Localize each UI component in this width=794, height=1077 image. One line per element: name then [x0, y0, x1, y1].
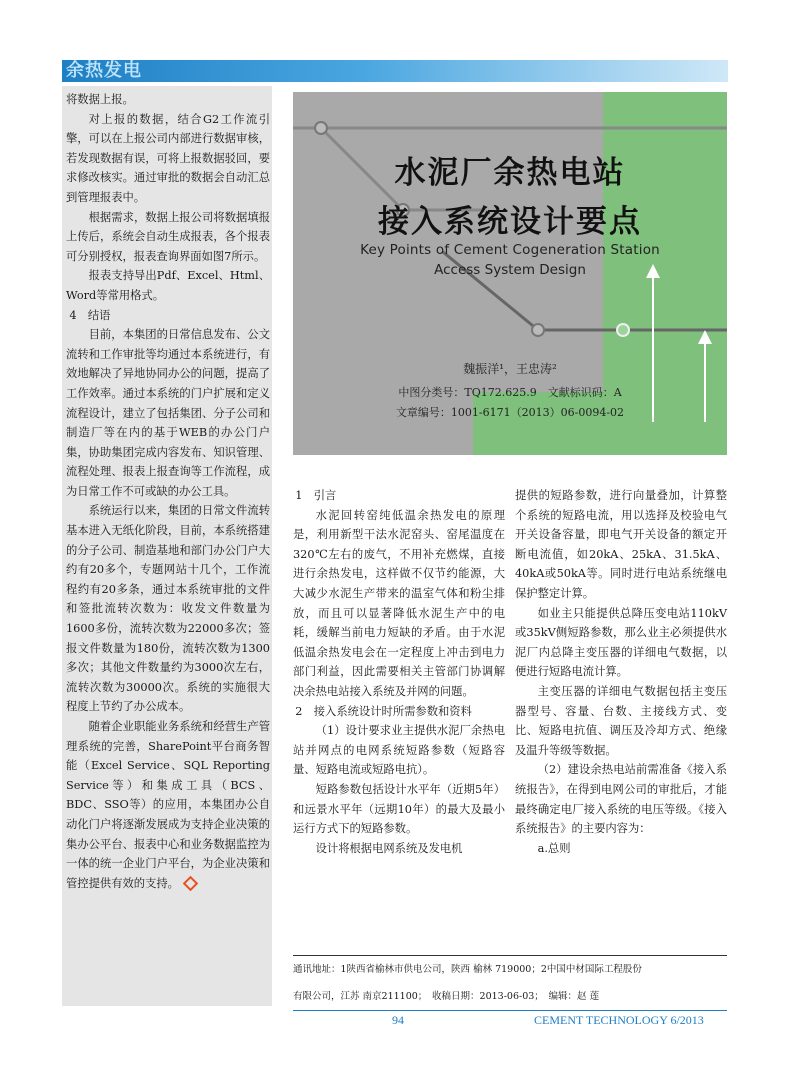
- circuit-node: [617, 324, 629, 336]
- paragraph-text: 2 接入系统设计时所需参数和资料: [295, 704, 472, 718]
- paragraph-text: 对上报的数据，结合G2工作流引擎，可以在上报公司内部进行数据审核，若发现数据有误，可将上报数据驳回，要求修改核实。通过审批的数据会自动汇总到管理报表中。: [66, 112, 270, 204]
- paragraph-text: 主变压器的详细电气数据包括主变压器型号、容量、台数、主接线方式、变比、短路电抗值、调压及冷却方式、绝缘及温升等级等数据。: [515, 684, 727, 757]
- paragraph: [515, 682, 727, 760]
- paragraph-text: 4 结语: [69, 308, 111, 322]
- english-title-line2: Access System Design: [434, 262, 586, 278]
- paragraph-text: 报表支持导出Pdf、Excel、Html、Word等常用格式。: [66, 269, 270, 302]
- middle-column: [293, 486, 505, 858]
- green-panel-bottom: [473, 392, 727, 455]
- paragraph-text: 设计将根据电网系统及发电机: [315, 841, 463, 855]
- paragraph: [66, 325, 270, 501]
- paragraph: [515, 486, 727, 604]
- paragraph: [515, 760, 727, 838]
- paragraph: [66, 110, 270, 208]
- authors: 魏振洋¹，王忠涛²: [463, 362, 557, 376]
- circuit-node: [532, 324, 544, 336]
- paragraph: [515, 604, 727, 682]
- footnote-divider: [293, 955, 727, 956]
- article-title-line2: 接入系统设计要点: [378, 204, 642, 240]
- left-column: [62, 86, 272, 1006]
- section-heading: [293, 486, 505, 506]
- paragraph: [66, 266, 270, 305]
- section-heading: [66, 306, 270, 326]
- end-mark-icon: [183, 876, 199, 892]
- footnote-line1: 通讯地址：1陕西省榆林市供电公司，陕西 榆林 719000；2中国中材国际工程股份: [293, 964, 642, 975]
- paragraph-text: （2）建设余热电站前需准备《接入系统报告》，在得到电网公司的审批后，才能最终确定电厂接入系统的电压等级。《接入系统报告》的主要内容为：: [515, 763, 727, 836]
- journal-name: CEMENT TECHNOLOGY 6/2013: [534, 1013, 704, 1027]
- english-title-line1: Key Points of Cement Cogeneration Station: [360, 242, 660, 258]
- paragraph-text: 短路参数包括设计水平年（近期5年）和远景水平年（远期10年）的最大及最小运行方式下的短路参数。: [293, 782, 505, 836]
- paragraph: [293, 839, 505, 859]
- right-column: [515, 486, 727, 858]
- paragraph: [515, 839, 727, 859]
- footnote-line2: 有限公司，江苏 南京211100； 收稿日期：2013-06-03； 编辑：赵 莲: [293, 991, 600, 1002]
- paragraph: [293, 721, 505, 780]
- paragraph: [66, 90, 270, 110]
- classification-number: 中图分类号：TQ172.625.9 文献标识码：A: [398, 386, 622, 399]
- paragraph-text: 水泥回转窑纯低温余热发电的原理是，利用新型干法水泥窑头、窑尾温度在320℃左右的废气，不用补充燃煤，直接进行余热发电，这样做不仅节约能源，大大减少水泥生产带来的温室气体和粉尘排放，而且可以显著降低水泥生产中的电耗，缓解当前电力短缺的矛盾。由于水泥低温余热发电会在一定程度上冲击到电力部门利益，因此需要相关主管部门协调解决余热电站接入系统及并网的问题。: [293, 508, 505, 698]
- paragraph: [66, 501, 270, 717]
- paragraph-text: 随着企业职能业务系统和经营生产管理系统的完善，SharePoint平台商务智能（Excel Service、SQL Reporting Service等）和集成工具（BCS、BDC、SSO等）的应用，本集团办公自动化门户将逐渐发展成为支持企业决策的集办公平台、报表中心和业务数据监控为一体的统一企业门户平台，为企业决策和管控提供有效的支持。: [66, 720, 270, 890]
- paragraph-text: 1 引言: [295, 489, 337, 502]
- paragraph-text: 将数据上报。: [66, 93, 134, 106]
- paragraph-text: a.总则: [537, 841, 571, 855]
- paragraph-text: （1）设计要求业主提供水泥厂余热电站并网点的电网系统短路参数（短路容量、短路电流或短路电抗）。: [293, 724, 505, 777]
- paragraph: [66, 208, 270, 267]
- paragraph-text: 提供的短路参数，进行向量叠加，计算整个系统的短路电流，用以选择及校验电气开关设备容量，即电气开关设备的额定开断电流值，如20kA、25kA、31.5kA、40kA或50kA等。同时进行电站系统继电保护整定计算。: [515, 489, 727, 600]
- paragraph: [66, 717, 270, 893]
- article-number: 文章编号：1001-6171（2013）06-0094-02: [395, 406, 625, 419]
- header-bar: [62, 60, 728, 82]
- paragraph-text: 如业主只能提供总降压变电站110kV或35kV侧短路参数，那么业主必须提供水泥厂内总降主变压器的详细电气数据，以便进行短路电流计算。: [515, 606, 727, 679]
- paragraph-text: 目前，本集团的日常信息发布、公文流转和工作审批等均通过本系统进行，有效地解决了异地协同办公的问题，提高了工作效率。通过本系统的门户扩展和定义流程设计，建立了包括集团、分子公司和制造厂等在内的基于WEB的办公门户集，协助集团完成内容发布、知识管理、流程处理、报表上报查询等工作流程，成为日常工作不可或缺的办公工具。: [66, 328, 270, 498]
- paragraph: [293, 780, 505, 839]
- section-heading: [293, 702, 505, 722]
- circuit-node: [315, 122, 327, 134]
- article-title-line1: 水泥厂余热电站: [394, 155, 626, 191]
- paragraph: [293, 506, 505, 702]
- paragraph-text: 根据需求，数据上报公司将数据填报上传后，系统会自动生成报表，各个报表可分别授权，报表查询界面如图7所示。: [66, 210, 270, 263]
- footer-divider: [293, 1010, 727, 1011]
- paragraph-text: 系统运行以来，集团的日常文件流转基本进入无纸化阶段，目前，本系统搭建的分子公司、制造基地和部门办公门户大约有20多个，专题网站十几个，工作流程约有20多条，通过本系统审批的文件和签批流转次数为：收发文件数量为1600多份，流转次数为22000多次；签报文件数量为180份，流转次数为1300多次；其他文件数量约为3000次左右，流转次数为30000次。系统的实施很大程度上节约了办公成本。: [66, 504, 270, 714]
- hero-banner: [293, 92, 727, 455]
- page-number: 94: [392, 1013, 404, 1027]
- section-title: 余热发电: [66, 60, 142, 81]
